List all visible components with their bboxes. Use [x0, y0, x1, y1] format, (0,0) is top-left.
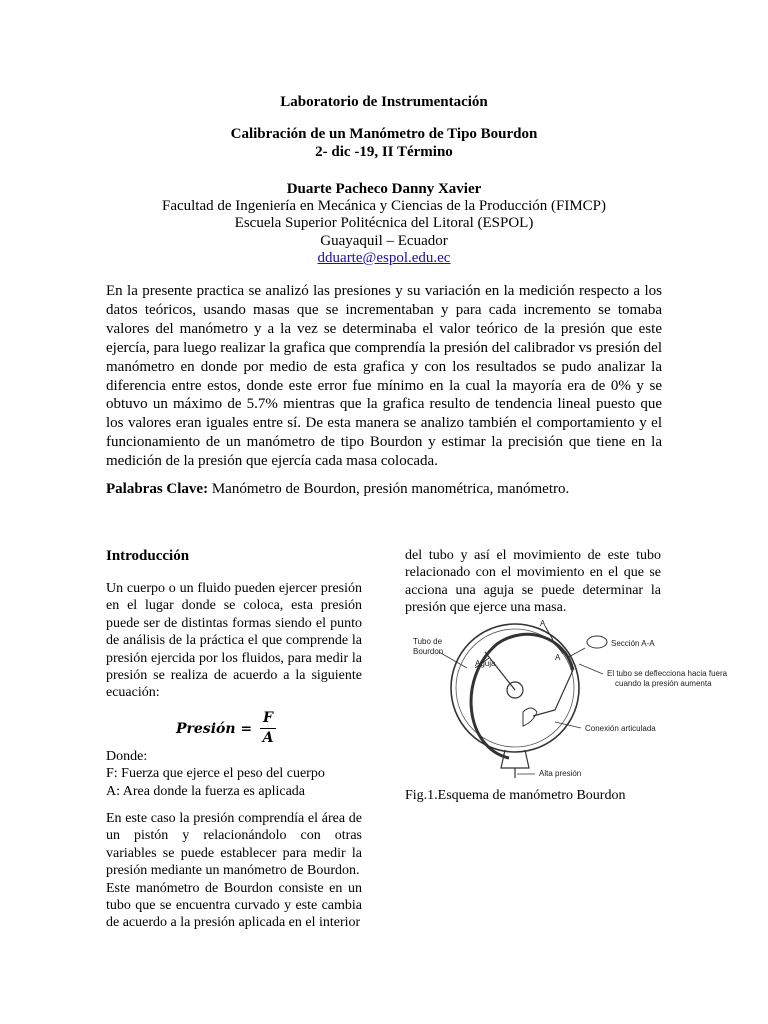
keywords-text: Manómetro de Bourdon, presión manométrica, manómetro. [208, 481, 570, 497]
intro-paragraph-3: Este manómetro de Bourdon consiste en un tubo que se encuentra curvado y este cambia de acuerdo a la presión aplicada en el interior [106, 880, 362, 931]
pressure-equation [176, 710, 286, 748]
keywords-line [106, 480, 662, 498]
equation-denominator: A [262, 730, 274, 746]
label-tubo-line1: Tubo de [413, 637, 443, 646]
intro-paragraph-1: Un cuerpo o un fluido pueden ejercer presión en el lugar donde se coloca, esta presión puede ser de distintas formas siendo el punto de análisis de la práctica el que comprende la presión ejercida por los fluidos, para medir la presión se realiza de acuerdo a la siguiente ecuación: [106, 581, 362, 701]
equation-numerator: F [263, 710, 273, 726]
faculty-affiliation: Facultad de Ingeniería en Mecánica y Ciencias de la Producción (FIMCP) [161, 198, 607, 214]
linkage [533, 670, 573, 716]
right-column-paragraph-wrap [405, 547, 661, 617]
definition-f: F: Fuerza que ejerce el peso del cuerpo [106, 766, 325, 782]
label-alta-presion: Alta presión [539, 769, 582, 778]
label-a-mid: A [555, 653, 561, 662]
equation-lhs: Presión = [176, 721, 253, 737]
donde-label: Donde: [106, 749, 148, 764]
section-leader [567, 648, 585, 658]
definition-a: A: Area donde la fuerza es aplicada [106, 783, 306, 799]
report-title: Calibración de un Manómetro de Tipo Bourdon [230, 126, 538, 142]
intro-paragraph-1-wrap [106, 580, 362, 702]
deflection-leader [579, 664, 603, 674]
label-deflex-line2: cuando la presión aumenta [615, 679, 712, 688]
needle [485, 652, 515, 690]
label-deflex-line1: El tubo se deflecciona hacia fuera [607, 669, 728, 678]
email-link[interactable]: dduarte@espol.edu.ec [317, 250, 451, 266]
figure-caption: Fig.1.Esquema de manómetro Bourdon [405, 788, 626, 803]
fraction-bar [260, 728, 276, 729]
author-name: Duarte Pacheco Danny Xavier [286, 181, 482, 197]
school-affiliation: Escuela Superior Politécnica del Litoral (ESPOL) [234, 215, 534, 231]
gauge-case-outer [451, 624, 579, 752]
abstract-paragraph: En la presente practica se analizó las presiones y su variación en la medición respecto a los datos teóricos, usando masas que se incrementaban y para cada incremento se tomaba valores del manómetro y a la vez se determinaba el valor teórico de la presión que este ejercía, para luego realizar la grafica que comprendía la presión del calibrador vs presión del manómetro en donde por medio de esta grafica y con los resultados se pudo analizar la diferencia entre estos, donde este error fue mínimo en la cual la mayoría era de 0% y se obtuvo un máximo de 5.7% mientras que la grafica resulto de tendencia lineal puesto que los valores eran iguales entre sí. De esta manera se analizo también el comportamiento y el funcionamiento de un manómetro de tipo Bourdon y estimar la precisión que tiene en la medición de la presión que ejercía cada masa colocada. [106, 283, 662, 470]
label-a-top: A [540, 619, 546, 628]
intro-heading: Introducción [106, 548, 190, 564]
keywords-label: Palabras Clave: [106, 481, 209, 497]
date-term: 2- dic -19, II Término [315, 144, 453, 160]
label-tubo-line2: Bourdon [413, 647, 444, 656]
section-detail [587, 636, 607, 648]
bourdon-gauge-figure [405, 618, 745, 778]
label-aguja: Aguja [475, 659, 496, 668]
intro-paragraph-2-wrap [106, 810, 362, 932]
definitions-block [106, 748, 362, 800]
intro-paragraph-2: En este caso la presión comprendía el área de un pistón y relacionándolo con otras variables se puede establecer para medir la presión mediante un manómetro de Bourdon. [106, 811, 362, 879]
label-conexion: Conexión articulada [585, 724, 656, 733]
intro-paragraph-4: del tubo y así el movimiento de este tubo relacionado con el movimiento en el que se acciona una aguja se puede determinar la presión que ejerce una masa. [405, 548, 661, 616]
label-seccion: Sección A-A [611, 639, 655, 648]
sector-gear [523, 708, 537, 726]
location: Guayaquil – Ecuador [320, 233, 448, 249]
lab-title: Laboratorio de Instrumentación [280, 94, 488, 110]
equation-fraction [260, 710, 276, 747]
email-line [0, 250, 768, 267]
